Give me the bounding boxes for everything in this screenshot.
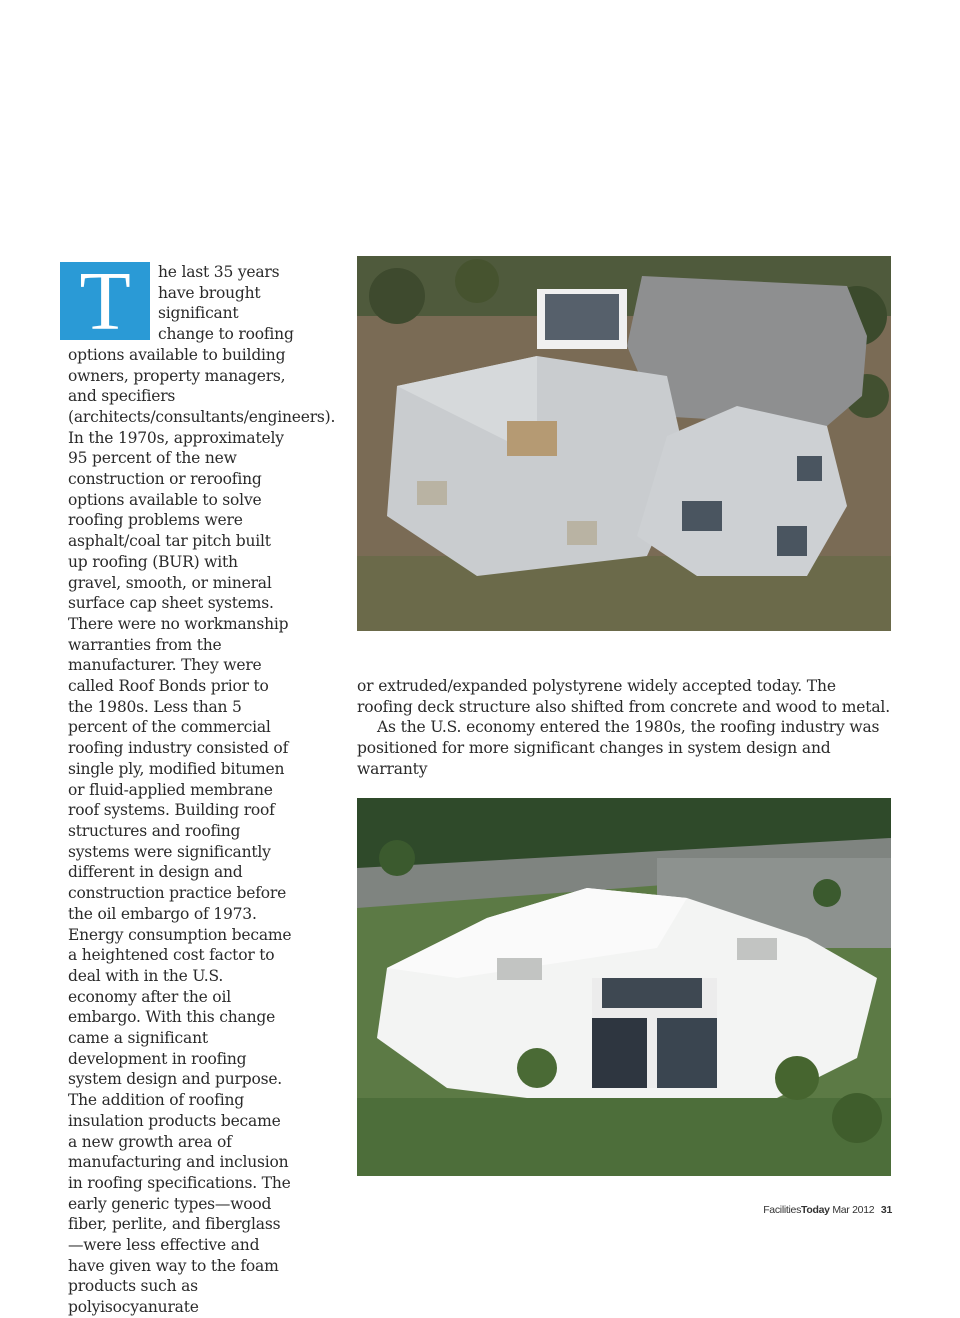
page-footer [763, 1204, 892, 1216]
article-right-column [357, 676, 891, 780]
article-right-paragraph-1: or extruded/expanded polystyrene widely accepted today. The roofing deck structure also shifted from concrete and wood to metal. [357, 677, 891, 716]
article-left-column [68, 255, 336, 1318]
page-number: 31 [880, 1204, 892, 1216]
footer-brand-regular: Facilities [763, 1204, 802, 1216]
footer-date: Mar 2012 [832, 1204, 875, 1216]
drop-cap: T [60, 262, 150, 340]
footer-brand-bold: Today [801, 1204, 830, 1216]
article-left-text: he last 35 years have brought significant change to roofing options available to building owners, property managers, and specifiers (architects/consultants/engineers). In the 1970s, approximately 95 percent of the new construction or reroofing options available to solve roofing problems were asphalt/coal tar pitch built up roofing (BUR) with gravel, smooth, or mineral surface cap sheet systems. There were no workmanship warranties from the manufacturer. They were called Roof Bonds prior to the 1980s. Less than 5 percent of the commercial roofing industry consisted of single ply, modified bitumen or fluid-applied membrane roof systems. Building roof structures and roofing systems were significantly different in design and construction practice before the oil embargo of 1973. Energy consumption became a heightened cost factor to deal with in the U.S. economy after the oil embargo. With this change came a significant development in roofing system design and purpose. The addition of roofing insulation products became a new growth area of manufacturing and inclusion in roofing specifications. The early generic types—wood fiber, perlite, and fiberglass—were less effective and have given way to the foam products such as polyisocyanurate [68, 263, 336, 1317]
article-right-paragraph-2: As the U.S. economy entered the 1980s, the roofing industry was positioned for more significant changes in system design and warranty [357, 718, 880, 778]
photo-aerial-gray-roof [357, 256, 891, 631]
photo-aerial-white-roof [357, 798, 891, 1176]
